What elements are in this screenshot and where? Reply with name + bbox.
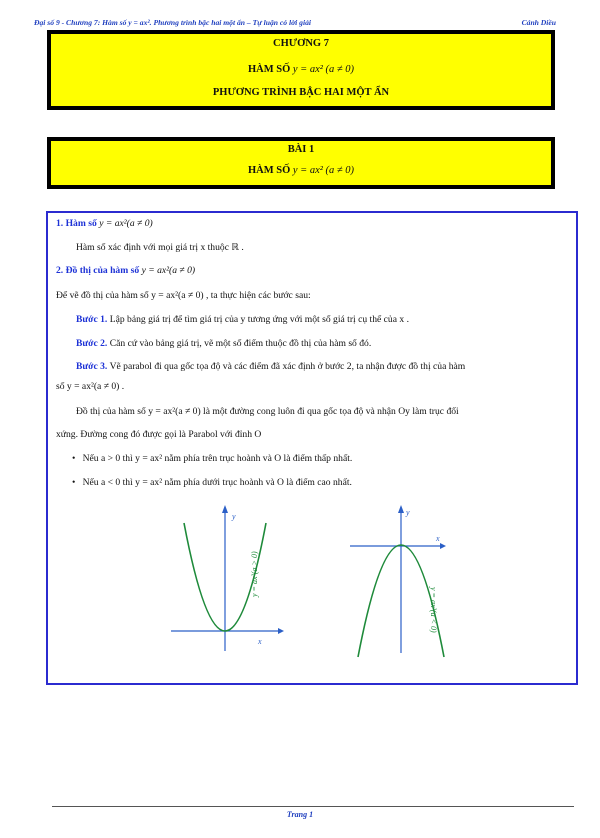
lesson-title-box [47,137,555,189]
step-3-label: Bước 3. [76,361,108,372]
bullet-dot-icon: • [72,477,81,488]
y-axis-label: y [232,512,236,521]
curve-label: y = ax²(a < 0) [429,587,438,633]
x-axis-label: x [258,637,262,646]
section-1-heading [56,217,568,231]
x-axis-arrow-icon [440,543,446,549]
y-axis-arrow-icon [222,505,228,513]
y-axis-arrow-icon [398,505,404,513]
page-header [30,16,570,30]
step-2 [76,337,568,351]
bullet-negative [72,476,568,490]
page-number: Trang 1 [286,810,314,819]
step-3-continuation: số y = ax²(a ≠ 0) . [56,381,125,392]
step-1-text: Lập bảng giá trị để tìm giá trị của y tương ứng với một số giá trị cụ thể của x . [109,314,409,325]
theory-content-box [46,211,578,685]
chapter-number: CHƯƠNG 7 [273,38,329,49]
graph-description-line-2: xứng. Đường cong đó được gọi là Parabol với đỉnh O [56,429,262,440]
bullet-positive [72,452,568,466]
section-1-title: 1. Hàm số [56,218,97,229]
footer-divider [52,806,574,807]
header-title: Đại số 9 - Chương 7: Hàm số y = ax². Phương trình bậc hai một ẩn – Tự luận có lời giải [34,18,311,27]
step-2-text: Căn cứ vào bảng giá trị, vẽ một số điểm thuộc đồ thị của hàm số đó. [109,338,372,349]
parabola-down-graph [348,503,478,663]
lesson-function-formula: y = ax² (a ≠ 0) [292,165,355,176]
header-publisher: Cánh Diều [521,18,556,27]
section-2-intro: Để vẽ đồ thị của hàm số y = ax²(a ≠ 0) , ta thực hiện các bước sau: [56,290,311,301]
graph-description-line-1: Đồ thị của hàm số y = ax²(a ≠ 0) là một đường cong luôn đi qua gốc tọa độ và nhận Oy làm trục đối [76,406,459,417]
step-3-text: Vẽ parabol đi qua gốc tọa độ và các điểm đã xác định ở bước 2, ta nhận được đồ thị của hàm [109,361,466,372]
bullet-dot-icon: • [72,453,81,464]
y-axis-label: y [406,508,410,517]
x-axis-label: x [436,534,440,543]
lesson-number: BÀI 1 [287,144,315,155]
chapter-subtitle: PHƯƠNG TRÌNH BẬC HAI MỘT ẨN [212,87,390,98]
step-3 [76,360,568,374]
section-2-heading [56,264,568,278]
chapter-function-formula: y = ax² (a ≠ 0) [292,64,355,75]
section-1-text: Hàm số xác định với mọi giá trị x thuộc ℝ . [76,242,244,253]
x-axis-arrow-icon [278,628,284,634]
parabola-up-graph [166,499,316,659]
section-2-formula: y = ax²(a ≠ 0) [141,265,196,276]
curve-label: y = ax²(a > 0) [250,551,259,597]
lesson-function-prefix: HÀM SỐ [247,165,291,176]
bullet-negative-text: Nếu a < 0 thì y = ax² nằm phía dưới trục hoành và O là điểm cao nhất. [82,477,352,488]
step-1-label: Bước 1. [76,314,108,325]
step-1 [76,313,568,327]
step-2-label: Bước 2. [76,338,108,349]
section-1-formula: y = ax²(a ≠ 0) [99,218,153,229]
chapter-function-prefix: HÀM SỐ [247,64,291,75]
chapter-function-title [51,64,551,75]
bullet-positive-text: Nếu a > 0 thì y = ax² nằm phía trên trục hoành và O là điểm thấp nhất. [82,453,353,464]
chapter-title-box [47,30,555,110]
section-2-title: 2. Đồ thị của hàm số [56,265,140,276]
lesson-function-title [51,165,551,176]
